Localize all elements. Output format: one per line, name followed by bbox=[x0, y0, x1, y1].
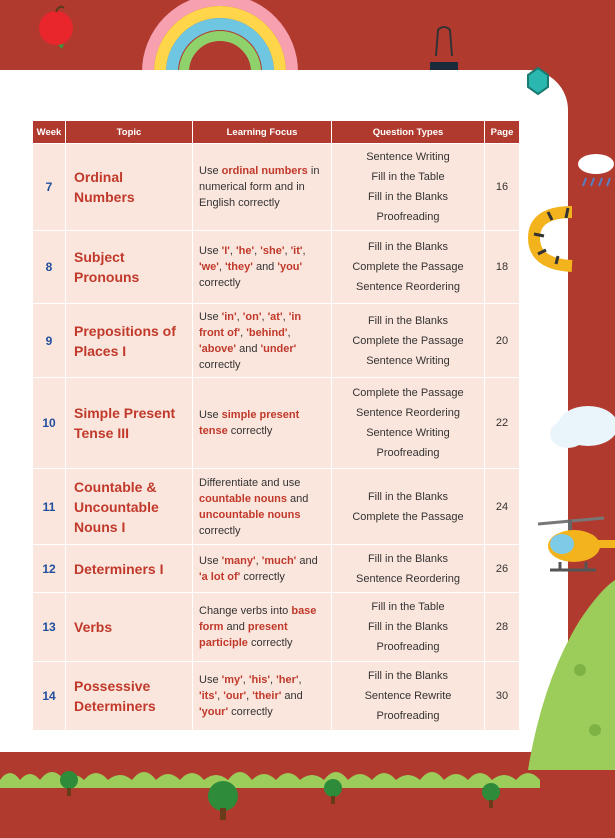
question-type: Fill in the Blanks bbox=[367, 621, 449, 633]
week-number: 9 bbox=[33, 304, 65, 377]
topic-line: Possessive bbox=[74, 678, 151, 694]
grass-strip bbox=[0, 758, 540, 788]
question-type: Proofreading bbox=[376, 211, 440, 223]
question-types-cell bbox=[332, 304, 484, 377]
focus-highlight: 'my' bbox=[221, 674, 243, 686]
page-number: 18 bbox=[485, 231, 519, 303]
topic-cell bbox=[66, 545, 192, 592]
focus-text: Change verbs into bbox=[199, 605, 292, 617]
focus-highlight: 'many' bbox=[221, 554, 256, 567]
focus-highlight: 'above' bbox=[199, 342, 237, 355]
week-number: 10 bbox=[33, 378, 65, 468]
apple-icon bbox=[34, 4, 78, 50]
topic-line: Simple Present bbox=[74, 405, 176, 421]
focus-text: Use bbox=[199, 674, 222, 686]
week-number: 13 bbox=[33, 593, 65, 661]
rainbow-icon bbox=[140, 0, 300, 72]
focus-text: and bbox=[296, 554, 318, 567]
question-type: Sentence Reordering bbox=[356, 281, 460, 293]
topic-line: Pronouns bbox=[74, 269, 140, 285]
topic-cell bbox=[66, 144, 192, 230]
focus-text: , bbox=[298, 674, 302, 686]
table-row bbox=[33, 144, 519, 230]
topic-cell bbox=[66, 593, 192, 661]
topic-cell bbox=[66, 231, 192, 303]
helicopter-icon bbox=[534, 514, 615, 580]
focus-highlight: 'she' bbox=[260, 245, 285, 257]
topic-line: Determiners I bbox=[74, 560, 164, 577]
focus-highlight: 'at' bbox=[267, 310, 283, 323]
focus-text: and bbox=[223, 621, 248, 633]
week-number: 11 bbox=[33, 469, 65, 544]
focus-text: , bbox=[242, 674, 249, 686]
focus-highlight: 'you' bbox=[277, 261, 303, 273]
focus-highlight: 'her' bbox=[276, 674, 299, 686]
focus-text: and bbox=[236, 342, 261, 355]
focus-highlight: 'your' bbox=[199, 706, 229, 718]
tiger-tail-icon bbox=[528, 206, 574, 272]
question-type: Complete the Passage bbox=[352, 510, 464, 523]
learning-focus-cell bbox=[193, 662, 331, 730]
focus-highlight: 'under' bbox=[260, 342, 297, 355]
focus-text: and bbox=[281, 690, 303, 702]
week-number: 7 bbox=[33, 144, 65, 230]
focus-highlight: 'behind' bbox=[246, 326, 288, 339]
header-question-types: Question Types bbox=[332, 121, 484, 143]
focus-highlight: countable nouns bbox=[199, 492, 287, 505]
topic-line: Nouns I bbox=[74, 518, 126, 535]
topic-cell bbox=[66, 469, 192, 544]
focus-text: , bbox=[246, 690, 253, 702]
header-row bbox=[33, 121, 519, 143]
contents-table bbox=[32, 120, 520, 731]
focus-text: and bbox=[252, 261, 278, 273]
question-types-cell bbox=[332, 593, 484, 661]
question-type: Proofreading bbox=[376, 710, 440, 722]
tree-icon bbox=[322, 778, 344, 804]
question-types-cell bbox=[332, 469, 484, 544]
topic-line: Countable & bbox=[74, 478, 157, 495]
tree-icon bbox=[206, 780, 240, 820]
topic-line: Prepositions of bbox=[74, 322, 176, 339]
learning-focus-cell bbox=[193, 469, 331, 544]
week-number: 12 bbox=[33, 545, 65, 592]
table-row bbox=[33, 378, 519, 468]
question-types-cell bbox=[332, 231, 484, 303]
focus-text: correctly bbox=[227, 425, 273, 437]
tree-icon bbox=[58, 770, 80, 796]
focus-text: Use bbox=[199, 554, 222, 567]
cloud-icon bbox=[548, 396, 615, 456]
question-type: Fill in the Blanks bbox=[367, 241, 449, 253]
focus-highlight: 'it' bbox=[290, 245, 303, 257]
table-row bbox=[33, 593, 519, 661]
focus-text: , bbox=[236, 310, 243, 323]
page-number: 20 bbox=[485, 304, 519, 377]
question-type: Sentence Writing bbox=[366, 354, 450, 367]
focus-text: , bbox=[302, 245, 306, 257]
focus-text: Use bbox=[199, 310, 222, 323]
header-learning-focus: Learning Focus bbox=[193, 121, 331, 143]
question-types-cell bbox=[332, 144, 484, 230]
question-type: Proofreading bbox=[376, 447, 440, 459]
question-type: Fill in the Blanks bbox=[367, 314, 449, 327]
focus-text: , bbox=[229, 245, 237, 257]
focus-highlight: 'they' bbox=[225, 261, 253, 273]
focus-text: , bbox=[217, 690, 224, 702]
table-row bbox=[33, 545, 519, 592]
focus-text: Differentiate and use bbox=[199, 476, 301, 489]
header-week: Week bbox=[33, 121, 65, 143]
focus-text: , bbox=[255, 554, 262, 567]
table-body bbox=[33, 144, 519, 730]
focus-highlight: 'their' bbox=[252, 690, 282, 702]
learning-focus-cell bbox=[193, 378, 331, 468]
topic-line: Determiners bbox=[74, 698, 156, 714]
table-row bbox=[33, 662, 519, 730]
focus-text: , bbox=[240, 326, 247, 339]
topic-cell bbox=[66, 378, 192, 468]
topic-line: Uncountable bbox=[74, 498, 159, 515]
page-number: 16 bbox=[485, 144, 519, 230]
focus-text: , bbox=[218, 261, 226, 273]
focus-text: , bbox=[270, 674, 277, 686]
focus-highlight: 'a lot of' bbox=[199, 570, 241, 583]
learning-focus-cell bbox=[193, 304, 331, 377]
focus-highlight: uncountable nouns bbox=[199, 508, 301, 521]
question-type: Fill in the Blanks bbox=[367, 191, 449, 203]
question-type: Fill in the Blanks bbox=[367, 670, 449, 682]
focus-highlight: 'I' bbox=[221, 245, 230, 257]
question-type: Sentence Writing bbox=[366, 427, 450, 439]
focus-text: correctly bbox=[240, 570, 285, 583]
learning-focus-cell bbox=[193, 231, 331, 303]
focus-highlight: 'in' bbox=[221, 310, 237, 323]
focus-text: in numerical form and in English correctly bbox=[199, 165, 320, 209]
focus-text: Use bbox=[199, 245, 222, 257]
focus-text: , bbox=[287, 326, 291, 339]
focus-highlight: 'our' bbox=[223, 690, 247, 702]
question-type: Complete the Passage bbox=[352, 261, 464, 273]
header-page: Page bbox=[485, 121, 519, 143]
page-number: 28 bbox=[485, 593, 519, 661]
header-topic: Topic bbox=[66, 121, 192, 143]
tree-icon bbox=[480, 782, 502, 808]
table-row bbox=[33, 304, 519, 377]
page-number: 26 bbox=[485, 545, 519, 592]
page-number: 24 bbox=[485, 469, 519, 544]
question-type: Complete the Passage bbox=[352, 387, 464, 399]
learning-focus-cell bbox=[193, 144, 331, 230]
focus-text: correctly bbox=[199, 358, 241, 371]
topic-line: Ordinal bbox=[74, 169, 124, 185]
question-type: Fill in the Table bbox=[371, 601, 445, 613]
focus-highlight: present participle bbox=[199, 621, 288, 649]
question-types-cell bbox=[332, 378, 484, 468]
focus-text: correctly bbox=[247, 637, 293, 649]
question-type: Fill in the Table bbox=[371, 171, 445, 183]
learning-focus-cell bbox=[193, 545, 331, 592]
focus-text: , bbox=[284, 245, 291, 257]
focus-text: , bbox=[261, 310, 268, 323]
focus-text: Use bbox=[199, 165, 222, 177]
focus-highlight: 'its' bbox=[199, 690, 218, 702]
question-type: Sentence Rewrite bbox=[364, 690, 452, 702]
topic-cell bbox=[66, 304, 192, 377]
topic-line: Tense III bbox=[74, 425, 129, 441]
table-row bbox=[33, 231, 519, 303]
focus-highlight: simple present tense bbox=[199, 409, 300, 437]
week-number: 8 bbox=[33, 231, 65, 303]
topic-cell bbox=[66, 662, 192, 730]
question-types-cell bbox=[332, 545, 484, 592]
focus-text: , bbox=[282, 310, 289, 323]
question-type: Fill in the Blanks bbox=[367, 552, 449, 565]
page-number: 22 bbox=[485, 378, 519, 468]
question-type: Sentence Reordering bbox=[356, 572, 460, 585]
topic-line: Places I bbox=[74, 342, 127, 359]
focus-text: Use bbox=[199, 409, 222, 421]
topic-line: Verbs bbox=[74, 619, 113, 635]
focus-text: correctly bbox=[228, 706, 273, 718]
rain-cloud-icon bbox=[576, 148, 615, 192]
focus-text: correctly bbox=[199, 524, 241, 537]
focus-text: correctly bbox=[199, 277, 241, 289]
focus-highlight: 'he' bbox=[236, 245, 255, 257]
focus-highlight: 'on' bbox=[242, 310, 262, 323]
week-number: 14 bbox=[33, 662, 65, 730]
page-number: 30 bbox=[485, 662, 519, 730]
question-types-cell bbox=[332, 662, 484, 730]
focus-highlight: base form bbox=[199, 605, 317, 633]
gem-icon bbox=[526, 66, 550, 96]
question-type: Sentence Writing bbox=[366, 151, 450, 163]
topic-line: Numbers bbox=[74, 189, 135, 205]
focus-highlight: 'we' bbox=[199, 261, 219, 273]
focus-text: , bbox=[254, 245, 261, 257]
table-row bbox=[33, 469, 519, 544]
focus-highlight: 'his' bbox=[248, 674, 271, 686]
learning-focus-cell bbox=[193, 593, 331, 661]
focus-highlight: ordinal numbers bbox=[221, 165, 308, 177]
question-type: Complete the Passage bbox=[352, 334, 464, 347]
focus-text: and bbox=[287, 492, 309, 505]
question-type: Proofreading bbox=[376, 641, 440, 653]
topic-line: Subject bbox=[74, 249, 125, 265]
question-type: Fill in the Blanks bbox=[367, 490, 449, 503]
focus-highlight: 'in front of' bbox=[199, 310, 302, 339]
focus-highlight: 'much' bbox=[261, 554, 297, 567]
question-type: Sentence Reordering bbox=[356, 407, 460, 419]
